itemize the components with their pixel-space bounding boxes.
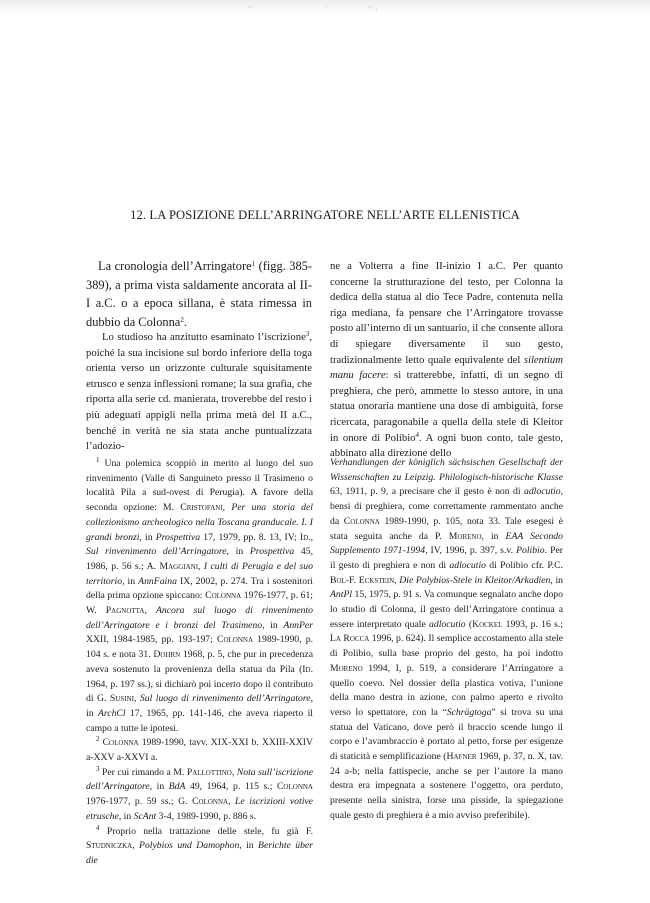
author-name: Eckstein	[358, 574, 395, 586]
work-title: EAA Secondo Supplemento 1971-1994	[330, 530, 563, 557]
author-name: Pallottino	[186, 766, 232, 778]
journal-title: Berichte über die	[86, 840, 313, 866]
footnote-text: ,	[198, 560, 204, 572]
author-name: Dohrn	[153, 649, 181, 661]
footnote-text: ,	[144, 605, 156, 617]
footnote-text: 15, 1975, p. 91 s. Va comunque segnalato anche dopo lo studio di Colonna, il gesto dell’Arringatore continua a essere interpretato quale	[330, 589, 563, 630]
footnote-text: (	[465, 618, 473, 630]
work-title: Nota sull’iscrizione dell’Arringatore	[86, 766, 314, 793]
footnote-text: 3-4, 1989-1990, p. 886 s.	[156, 810, 257, 822]
footnote-text: ,	[133, 693, 140, 705]
author-name: Pagnotta	[105, 605, 145, 617]
journal-title: Prospettiva	[155, 531, 201, 543]
body-text: , poiché la sua incisione sul bordo inferiore della toga orienta verso un orizzonte culturale squisitamente etrusco e senza inflessioni romane; la sua grafia, che riporta alla serie cd. manierata, troverebbe del resto i più adeguati appigli nella prima metà del II a.C., benché in verità ne sia stata anche puntualizzata l’adozio-	[86, 331, 312, 453]
body-text: ne a Volterra a fine II-inizio I a.C. Per quanto concerne la strutturazione del testo, per Colonna la dedica della statua al dio Tece Padre, contenuta nella riga mediana, fa pensare che l’Arringatore trovasse posto all’interno di un santuario, il che consente allora di spiegare diversamente il suo gesto, tradizionalmente letto quale equivalente del	[330, 260, 563, 366]
journal-title: ArchCl	[97, 707, 126, 719]
footnote-text: , in	[139, 531, 156, 543]
footnote-text: Per cui rimando a M.	[99, 766, 187, 778]
work-title: Le iscrizioni votive etrusche	[86, 796, 313, 822]
footnote-text: , in	[118, 810, 134, 822]
author-name: La Rocca	[330, 633, 370, 645]
footnote-text: ,	[132, 840, 140, 852]
work-title: I culti di Perugia e del suo territorio	[86, 560, 313, 587]
footnote-text: 45, 1986, p. 56 s.; A.	[86, 546, 313, 572]
author-name: Colonna	[217, 634, 254, 646]
journal-title: BdA	[168, 781, 186, 793]
footnote-text: Proprio nella trattazione delle stele, fu già F.	[99, 825, 313, 837]
footnote-ref-4[interactable]: 4	[415, 430, 420, 439]
work-title: Sul luogo di rinvenimento dell’Arringatore	[139, 693, 311, 705]
footnote-text: 63, 1911, p. 9, a precisare che il gesto è non di	[330, 486, 524, 498]
footnotes-right	[330, 456, 563, 824]
footnote-text: , in	[262, 619, 284, 631]
lead-text: La cronologia dell’Arringatore	[98, 259, 252, 273]
scan-mark: ·	[325, 2, 328, 12]
footnote-text: , IV, 1996, p. 397, s.v.	[425, 545, 517, 557]
body-text: Lo studioso ha anzitutto esaminato l’iscrizione	[102, 331, 306, 343]
footnote-ref-1[interactable]: 1	[251, 260, 256, 268]
body-column-right	[330, 259, 563, 462]
footnote-ref-2[interactable]: 2	[180, 316, 184, 325]
work-title: Die Polybios-Stele in Kleitor/Arkadien	[399, 574, 551, 586]
footnote-text: XXII, 1984-1985, pp. 193-197;	[86, 634, 217, 646]
author-name: Susini	[109, 693, 134, 705]
term: adlocutio	[429, 618, 466, 630]
footnote-text: , in	[122, 575, 139, 587]
author-name: Studniczka	[86, 840, 133, 852]
footnote-text: ,	[394, 574, 400, 586]
work-title: Ancora sul luogo di rinvenimento dell’Arringatore e i bronzi del Trasimeno	[86, 605, 313, 631]
author-name: Id.	[302, 663, 313, 675]
footnote-text: , bensì di preghiera, come correttamente rammentato anche da	[330, 486, 563, 527]
work-title: Per una storia del collezionismo archeologico nella Toscana granducale. I. I grandi bronzi	[86, 502, 313, 543]
journal-title: ScAnt	[133, 810, 157, 822]
footnote-text: , in	[226, 546, 250, 558]
footnote-number: 3	[96, 764, 100, 773]
author-name: Bol	[330, 574, 346, 586]
lead-paragraph	[86, 257, 312, 332]
author-name: Colonna	[276, 781, 313, 793]
footnote-text: ,	[231, 766, 237, 778]
footnote-ref-3[interactable]: 3	[305, 330, 310, 338]
footnote-1	[86, 457, 313, 736]
footnote-text: ,	[310, 531, 313, 543]
body-text: : si tratterebbe, infatti, di un segno di preghiera, che però, ammette lo stesso autore, in una statua onoraria mantiene una dose di ambiguità, forse ricercata, paragonabile a quella della stele di Kleitor in onore di Polibio	[330, 369, 563, 444]
footnote-text: di Polibio cfr. P.C.	[486, 559, 563, 571]
footnotes-left	[86, 457, 313, 869]
term: adlocutio	[523, 486, 561, 498]
term: Schrägtoga	[446, 706, 492, 718]
footnote-text: , in	[550, 574, 563, 586]
footnote-text: , in	[149, 781, 169, 793]
footnote-text: 49, 1964, p. 115 s.;	[185, 781, 277, 793]
journal-title: AnnFaina	[138, 575, 177, 587]
footnote-text: 1976-1977, p. 61; W.	[86, 590, 313, 617]
footnote-text: ,	[222, 502, 232, 514]
lead-text: .	[183, 315, 187, 330]
work-title: Polybios und Damophon	[139, 840, 240, 852]
journal-title: Prospettiva	[249, 546, 295, 558]
footnote-text: -F.	[345, 574, 359, 586]
footnote-text: 1993, p. 16 s.;	[502, 618, 563, 630]
footnote-text: , in	[481, 530, 506, 542]
footnote-text: 17, 1979, pp. 8. 13, IV;	[200, 531, 300, 543]
term: Polibio	[516, 545, 545, 557]
footnote-text: 1969, p. 37, n. X, tav. 24 a-b; nella fattispecie, anche se per l’autore la mano destra era impegnata a sostenere l’oggetto, ora perduto, presente nella sinistra, forse una pisside, la spiegazione quale gesto di preghiera è a mio avviso preferibile).	[330, 751, 564, 821]
author-name: Colonna	[102, 737, 139, 749]
footnote-text: IX, 2002, p. 274. Tra i sostenitori della prima opzione spiccano:	[86, 575, 313, 602]
journal-title: AntPl	[330, 589, 353, 601]
scan-mark: ~ ,	[368, 2, 378, 12]
lead-text: (figg. 385-389), a prima vista saldamente ancorata al II-I a.C. o a epoca sillana, è stata rimessa in dubbio da Colonna	[86, 259, 312, 330]
footnote-text: 1968, p. 5, che pur in precedenza aveva sostenuto la provenienza della statua da Pila (	[86, 649, 314, 675]
footnote-text: 1964, p. 197 ss.), si dichiarò poi incerto dopo il contributo di G.	[86, 678, 313, 705]
footnote-text: ,	[228, 796, 236, 808]
term: adlocutio	[449, 559, 486, 571]
footnote-text: , in	[239, 840, 259, 852]
author-name: Colonna	[343, 515, 380, 527]
author-name: Colonna	[192, 796, 229, 808]
footnote-4	[86, 825, 313, 869]
author-name: Moreno	[330, 662, 363, 674]
footnote-text: 1976-1977, p. 59 ss.; G.	[86, 796, 193, 808]
author-name: Hafner	[446, 751, 477, 763]
author-name: Id.	[299, 531, 311, 543]
scan-mark: ~	[248, 2, 253, 12]
footnote-text: 1989-1990, p. 104 s. e nota 31.	[86, 634, 313, 661]
footnote-text: 1989-1990, p. 105, nota 33. Tale esegesi è stata seguita anche da P.	[330, 515, 563, 542]
footnote-2	[86, 736, 313, 765]
footnote-number: 2	[96, 735, 100, 744]
footnote-text: 1996, p. 624). Il semplice accostamento alla stele di Polibio, sulla base proprio del gesto, ha poi indotto	[330, 633, 563, 660]
journal-title: Verhandlungen der königlich sächsischen Gesellschaft der Wissenschaften zu Leipzig. Philologisch-historische Klasse	[330, 457, 563, 483]
body-text: . A ogni buon conto, tale gesto, abbinato alla direzione dello	[330, 431, 563, 460]
author-name: Colonna	[205, 590, 242, 602]
footnote-3	[86, 766, 313, 825]
emphasis: silentium manu facere	[330, 353, 563, 382]
footnote-text: 17, 1965, pp. 141-146, che aveva riaperto il campo a tutte le ipotesi.	[86, 707, 313, 734]
footnote-number: 1	[96, 456, 100, 464]
footnote-text: . Per il gesto di preghiera e non di	[330, 545, 563, 571]
footnote-number: 4	[96, 823, 100, 832]
journal-title: AnnPer	[283, 619, 313, 631]
footnote-text: , in	[86, 693, 314, 719]
footnote-4-continued	[330, 456, 563, 824]
author-name: Kockel	[472, 618, 503, 630]
footnote-text: 1994, I, p. 519, a considerare l’Arringatore a quello coevo. Nel dossier della plastica votiva, l’unione della mano destra in azione, con palmo aperto e rivolto verso lo spettatore, con la “	[330, 662, 563, 718]
chapter-title: 12. LA POSIZIONE DELL’ARRINGATORE NELL’ARTE ELLENISTICA	[130, 208, 520, 222]
body-paragraph-left	[86, 330, 312, 455]
footnote-text: Una polemica scoppiò in merito al luogo del suo rinvenimento (Valle di Sanguineto presso il Trasimeno o località Pila a sud-ovest di Perugia). A favore della seconda opzione: M.	[86, 458, 313, 514]
footnote-text: 1989-1990, tavv. XIX-XXI b. XXIII-XXIV a-XXV a-XXVI a.	[86, 737, 313, 764]
author-name: Cristofani	[180, 502, 223, 514]
author-name: Maggiani	[159, 560, 199, 572]
author-name: Moreno	[448, 530, 482, 542]
work-title: Sul rinvenimento dell’Arringatore	[86, 546, 227, 558]
footnote-text: ” si trova su una statua del Vaticano, dove però il braccio scende lungo il corpo e l’avambraccio è portato al petto, forse per esigenze di staticità e semplificazione (	[330, 706, 563, 763]
